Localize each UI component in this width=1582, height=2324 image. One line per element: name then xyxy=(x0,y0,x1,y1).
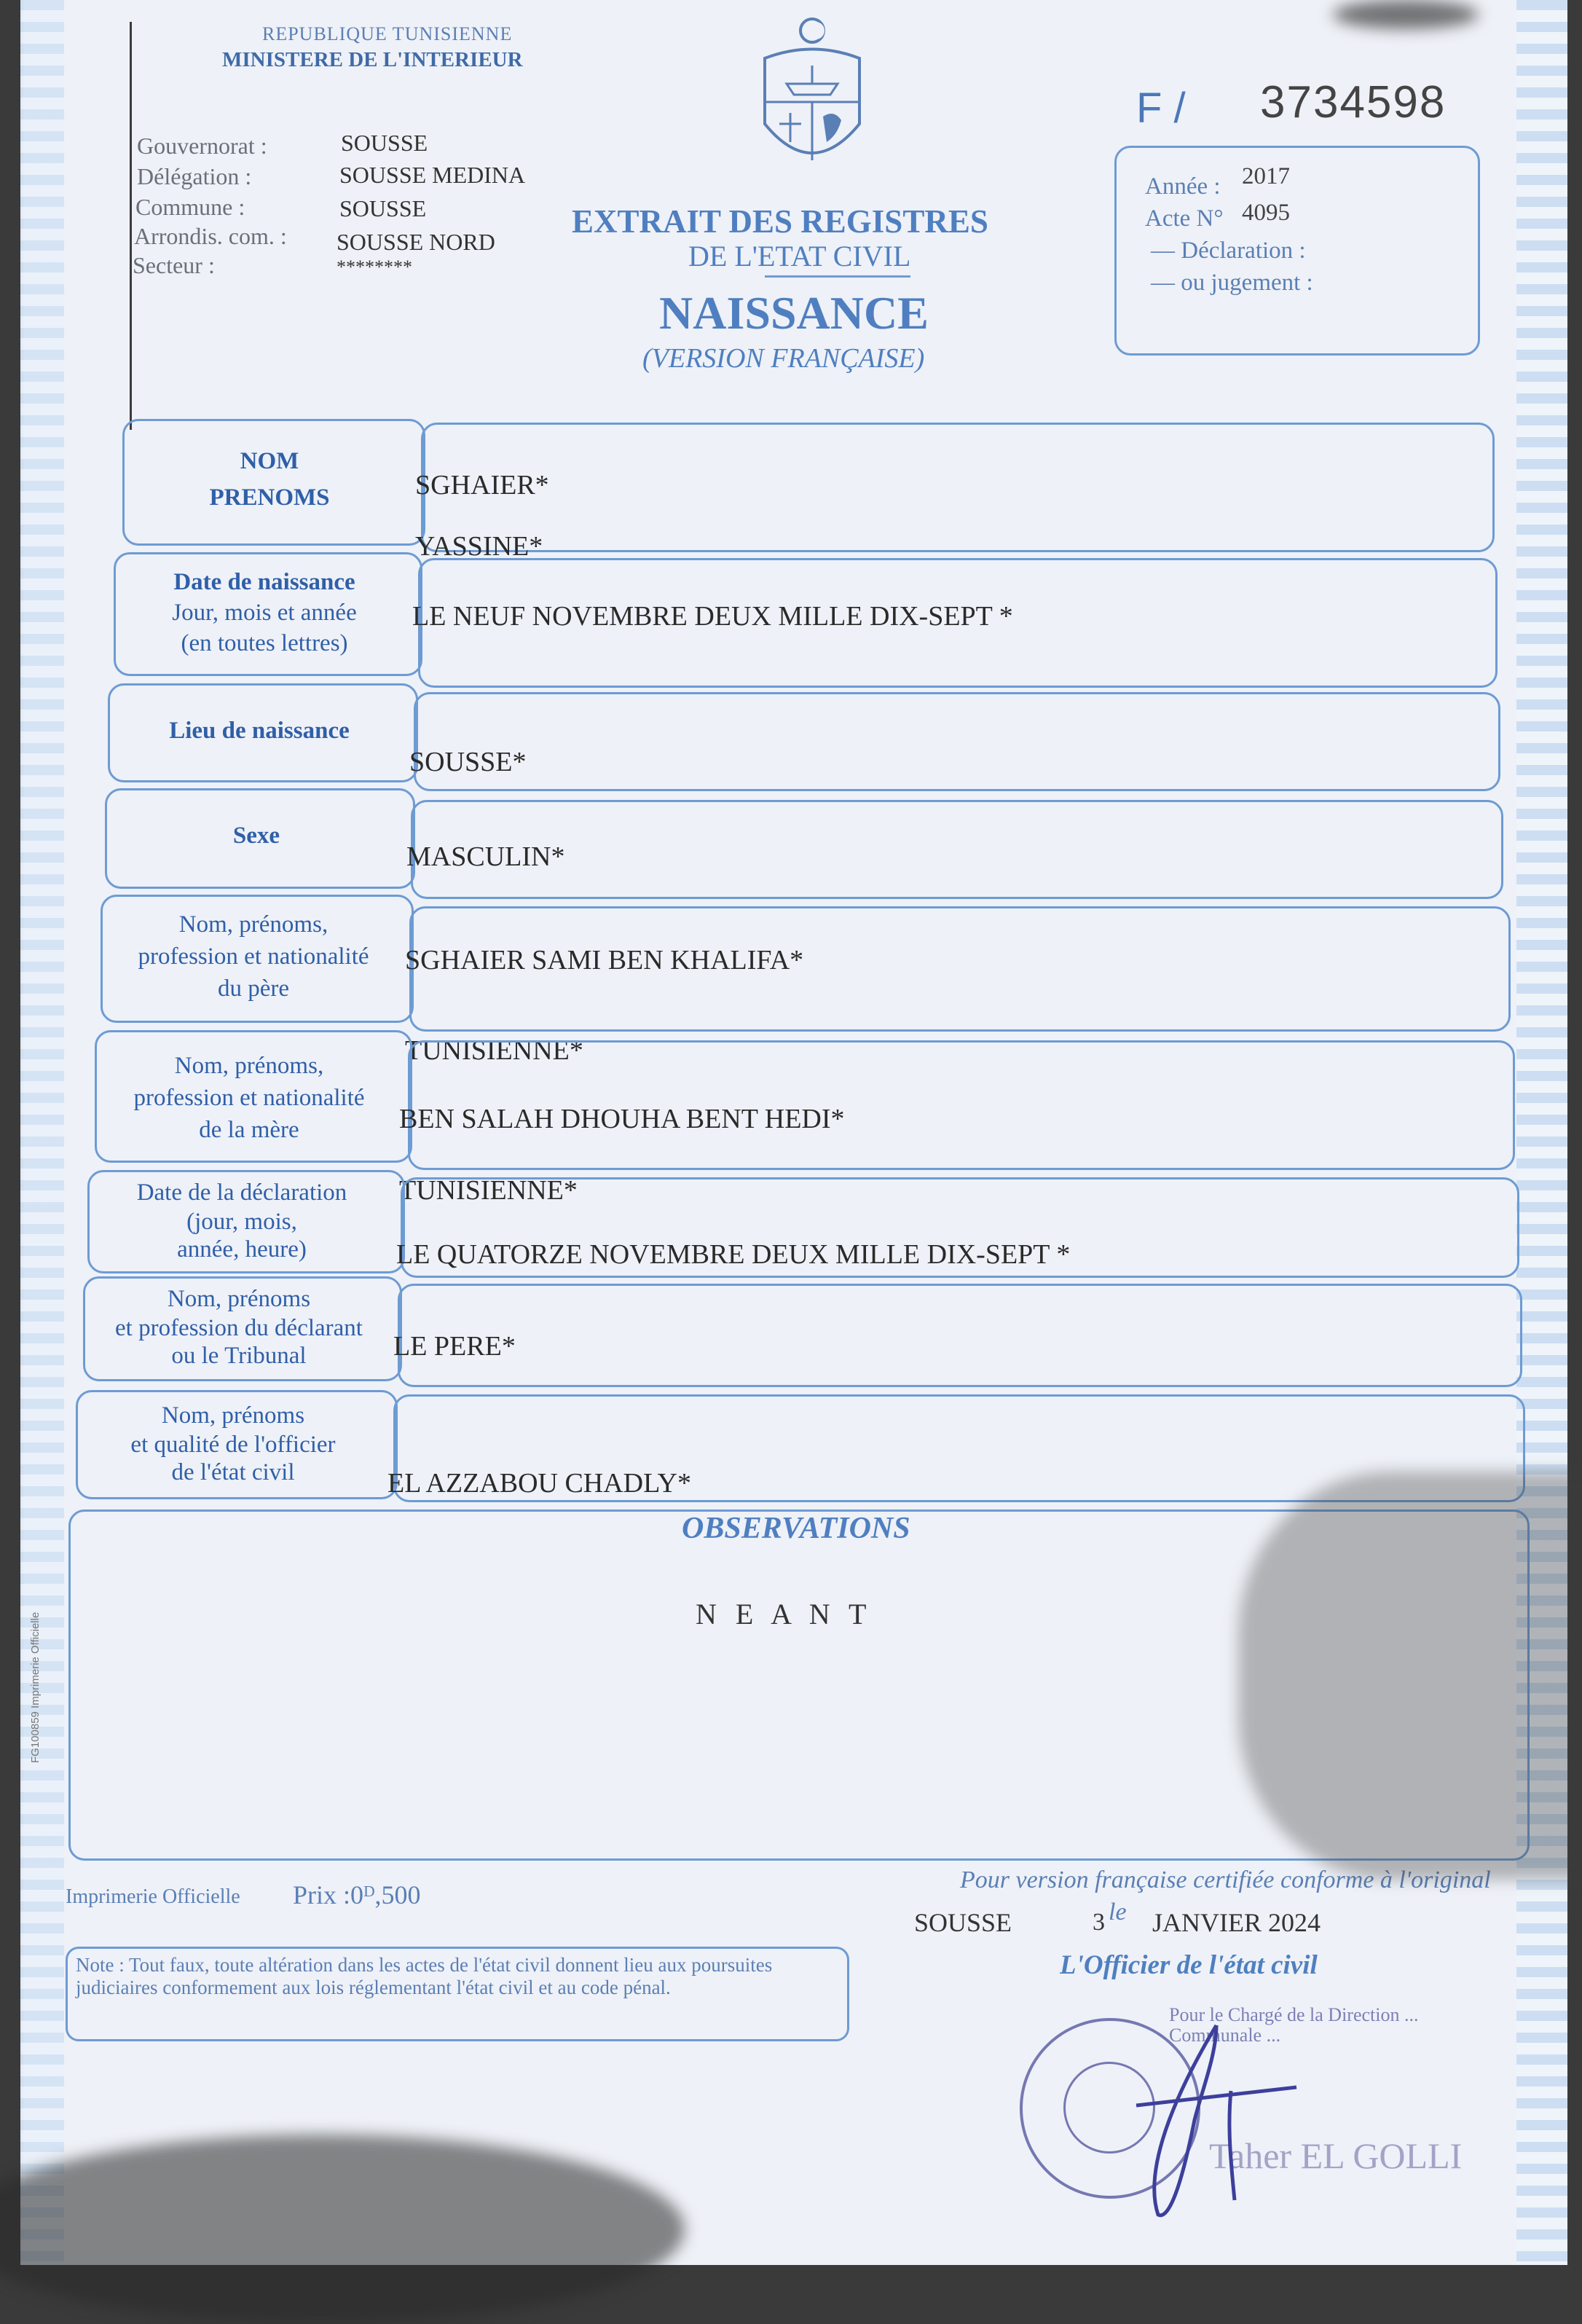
footer-date: JANVIER 2024 xyxy=(1152,1908,1321,1937)
decl-value: LE QUATORZE NOVEMBRE DEUX MILLE DIX-SEPT * xyxy=(396,1239,1071,1270)
decl-label-1: Date de la déclaration xyxy=(136,1179,347,1206)
footer-le: le xyxy=(1109,1899,1127,1925)
mere-label-2: profession et nationalité xyxy=(133,1085,365,1111)
left-margin-line xyxy=(130,22,132,430)
prenoms-value: YASSINE* xyxy=(415,531,543,562)
lieu-value-box xyxy=(414,692,1500,791)
sexe-value: MASCULIN* xyxy=(406,841,565,872)
date-label-3: (en toutes lettres) xyxy=(181,630,348,656)
note-text: Note : Tout faux, toute altération dans les actes de l'état civil donnent lieu aux poursuites judiciaires conformement aux lois réglementant l'état civil et au code pénal. xyxy=(76,1954,773,1998)
commune-label: Commune : xyxy=(135,194,245,220)
sexe-label: Sexe xyxy=(232,823,280,849)
date-label-2: Jour, mois et année xyxy=(172,600,357,626)
acte-label: Acte N° xyxy=(1145,205,1224,232)
delegation-value: SOUSSE MEDINA xyxy=(339,162,526,188)
decl-label-2: (jour, mois, xyxy=(186,1209,297,1235)
photo-shadow-top xyxy=(1333,0,1479,29)
annee-label: Année : xyxy=(1145,173,1221,200)
declarant-value: LE PERE* xyxy=(393,1331,516,1362)
photo-shadow-bottom xyxy=(0,2135,685,2324)
pere-value: SGHAIER SAMI BEN KHALIFA* xyxy=(405,945,804,975)
gouvernorat-label: Gouvernorat : xyxy=(137,133,267,159)
side-print-code: FG100859 Imprimerie Officielle xyxy=(29,1612,42,1763)
pere-label-2: profession et nationalité xyxy=(138,943,369,970)
officier-label-2: et qualité de l'officier xyxy=(130,1432,336,1458)
title-line1: EXTRAIT DES REGISTRES xyxy=(572,203,988,240)
pere-label-3: du père xyxy=(217,975,290,1002)
title-line2: DE L'ETAT CIVIL xyxy=(688,240,911,272)
nom-value-box xyxy=(421,423,1495,552)
date-label-1: Date de naissance xyxy=(173,569,355,595)
officier-label-1: Nom, prénoms xyxy=(161,1402,305,1429)
jugement-label: — ou jugement : xyxy=(1151,270,1313,296)
footer-day: 3 xyxy=(1093,1909,1105,1936)
ministry-text: MINISTERE DE L'INTERIEUR xyxy=(222,48,523,71)
footer-city: SOUSSE xyxy=(914,1908,1012,1937)
delegation-label: Délégation : xyxy=(137,163,252,189)
title-main: NAISSANCE xyxy=(659,287,929,339)
certif-text: Pour version française certifiée conforme à l'original xyxy=(960,1866,1491,1893)
mere-nationality: TUNISIENNE* xyxy=(399,1175,578,1206)
mere-label-1: Nom, prénoms, xyxy=(174,1053,324,1079)
decl-label-3: année, heure) xyxy=(177,1236,307,1263)
nom-label: NOM xyxy=(240,448,299,474)
officier-signature-title: L'Officier de l'état civil xyxy=(1060,1950,1318,1980)
nom-value: SGHAIER* xyxy=(415,470,549,500)
officier-label-3: de l'état civil xyxy=(171,1459,295,1485)
declarant-label-1: Nom, prénoms xyxy=(167,1286,311,1312)
right-decorative-border xyxy=(1516,0,1567,2265)
declarant-label-3: ou le Tribunal xyxy=(171,1343,307,1369)
observations-title: OBSERVATIONS xyxy=(682,1512,910,1545)
coat-of-arms-emblem xyxy=(750,15,874,189)
arrondis-value: SOUSSE NORD xyxy=(337,229,495,255)
gouvernorat-value: SOUSSE xyxy=(341,130,428,156)
declaration-label: — Déclaration : xyxy=(1151,237,1306,264)
lieu-value: SOUSSE* xyxy=(409,747,527,777)
pere-nationality: TUNISIENNE* xyxy=(405,1035,583,1066)
declarant-label-2: et profession du déclarant xyxy=(115,1315,363,1341)
footer-imprimerie: Imprimerie Officielle xyxy=(66,1885,240,1908)
arrondis-label: Arrondis. com. : xyxy=(134,223,287,249)
stamp-name: Taher EL GOLLI xyxy=(1209,2135,1463,2176)
declarant-value-box xyxy=(398,1284,1522,1387)
republic-text: REPUBLIQUE TUNISIENNE xyxy=(262,23,513,44)
annee-value: 2017 xyxy=(1242,163,1290,189)
mere-value: BEN SALAH DHOUHA BENT HEDI* xyxy=(399,1104,845,1134)
sexe-value-box xyxy=(411,800,1503,899)
prenoms-label: PRENOMS xyxy=(209,484,330,511)
handwritten-signature xyxy=(1107,2011,1326,2229)
pere-label-1: Nom, prénoms, xyxy=(178,911,328,938)
secteur-label: Secteur : xyxy=(133,252,215,278)
commune-value: SOUSSE xyxy=(339,195,427,221)
secteur-value: ******** xyxy=(337,256,412,278)
title-version: (VERSION FRANÇAISE) xyxy=(642,343,925,374)
serial-prefix: F / xyxy=(1136,85,1186,132)
title-underline xyxy=(765,275,910,278)
footer-prix: Prix :0ᴰ,500 xyxy=(293,1880,421,1909)
photo-shadow-right xyxy=(1238,1472,1582,1880)
observations-text: N E A N T xyxy=(696,1598,873,1630)
acte-value: 4095 xyxy=(1242,200,1290,226)
mere-label-3: de la mère xyxy=(199,1117,299,1143)
officier-value: EL AZZABOU CHADLY* xyxy=(387,1468,691,1499)
lieu-label: Lieu de naissance xyxy=(169,718,350,744)
left-decorative-border xyxy=(20,0,64,2265)
stamp-text: Pour le Chargé de la Direction ... Communale ... xyxy=(1169,2004,1419,2046)
date-value: LE NEUF NOVEMBRE DEUX MILLE DIX-SEPT * xyxy=(412,601,1013,632)
serial-number: 3734598 xyxy=(1260,77,1447,127)
